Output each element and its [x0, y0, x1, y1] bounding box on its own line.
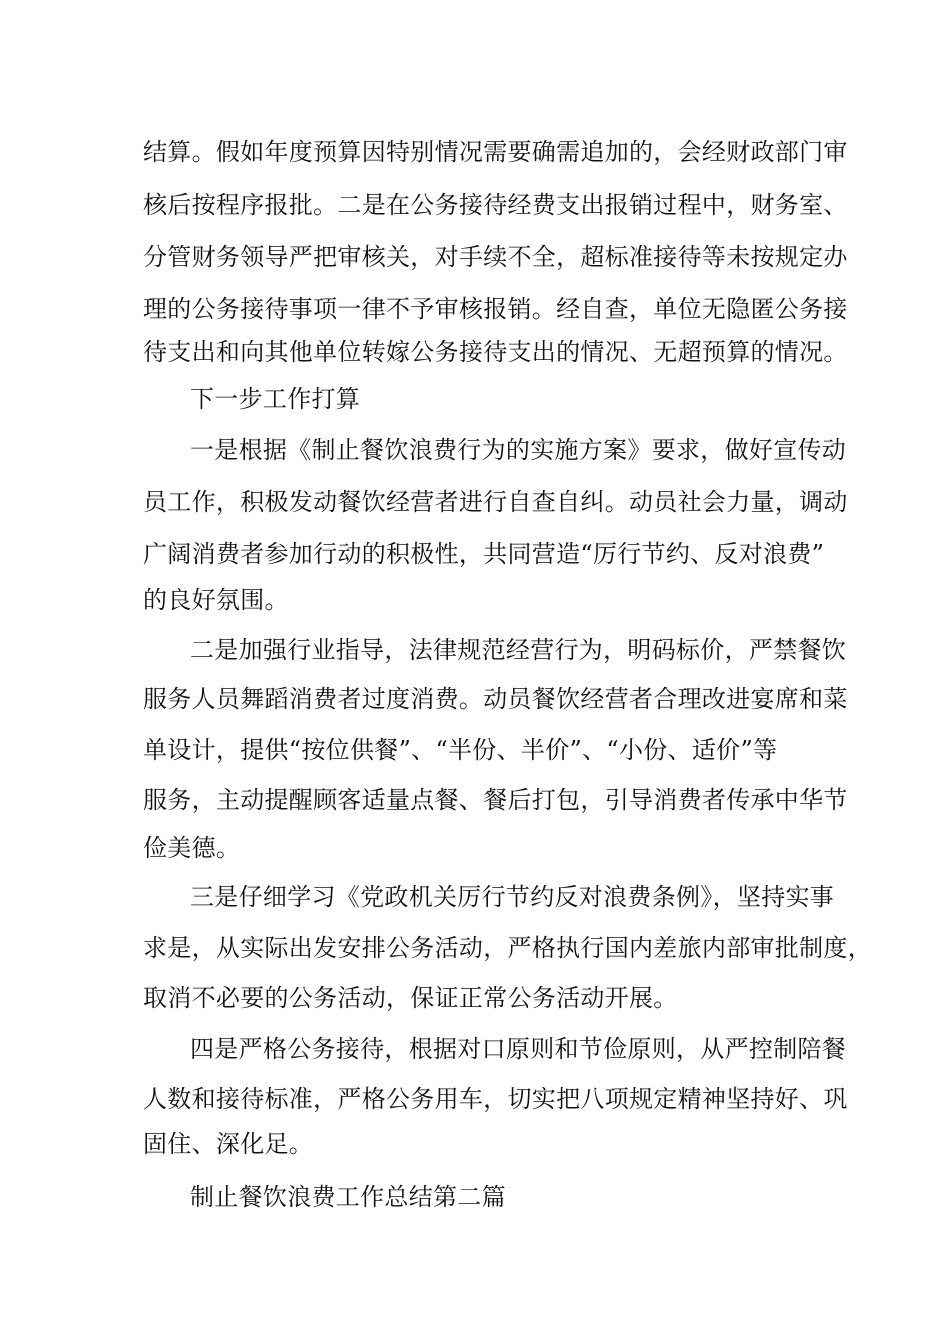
section-heading: 下一步工作打算 — [190, 385, 361, 413]
body-text-line: 俭美德。 — [143, 834, 241, 862]
body-text-line: 理的公务接待事项一律不予审核报销。经自查，单位无隐匿公务接 — [143, 295, 848, 323]
body-text-line: 服务人员舞蹈消费者过度消费。动员餐饮经营者合理改进宴席和菜 — [143, 685, 848, 713]
paragraph-first-line: 一是根据《制止餐饮浪费行为的实施方案》要求，做好宣传动 — [190, 436, 847, 464]
body-text-line: 人数和接待标准，严格公务用车，切实把八项规定精神坚持好、巩 — [143, 1085, 848, 1113]
body-text-line: 广阔消费者参加行动的积极性，共同营造“厉行节约、反对浪费” — [143, 540, 825, 568]
body-text-line: 待支出和向其他单位转嫁公务接待支出的情况、无超预算的情况。 — [143, 338, 848, 366]
section-heading: 制止餐饮浪费工作总结第二篇 — [190, 1183, 506, 1211]
body-text-line: 取消不必要的公务活动，保证正常公务活动开展。 — [143, 984, 678, 1012]
body-text-line: 核后按程序报批。二是在公务接待经费支出报销过程中，财务室、 — [143, 191, 848, 219]
body-text-line: 求是，从实际出发安排公务活动，严格执行国内差旅内部审批制度， — [143, 934, 872, 962]
paragraph-first-line: 二是加强行业指导，法律规范经营行为，明码标价，严禁餐饮 — [190, 636, 847, 664]
body-text-line: 的良好氛围。 — [143, 586, 289, 614]
body-text-line: 单设计，提供“按位供餐”、“半份、半价”、“小份、适价”等 — [143, 736, 778, 764]
body-text-line: 服务，主动提醒顾客适量点餐、餐后打包，引导消费者传承中华节 — [143, 786, 848, 814]
body-text-line: 结算。假如年度预算因特别情况需要确需追加的，会经财政部门审 — [143, 138, 848, 166]
body-text-line: 员工作，积极发动餐饮经营者进行自查自纠。动员社会力量，调动 — [143, 488, 848, 516]
body-text-line: 分管财务领导严把审核关，对手续不全，超标准接待等未按规定办 — [143, 243, 848, 271]
paragraph-first-line: 四是严格公务接待，根据对口原则和节俭原则，从严控制陪餐 — [190, 1035, 847, 1063]
paragraph-first-line: 三是仔细学习《党政机关厉行节约反对浪费条例》，坚持实事 — [190, 883, 835, 911]
body-text-line: 固住、深化足。 — [143, 1130, 314, 1158]
